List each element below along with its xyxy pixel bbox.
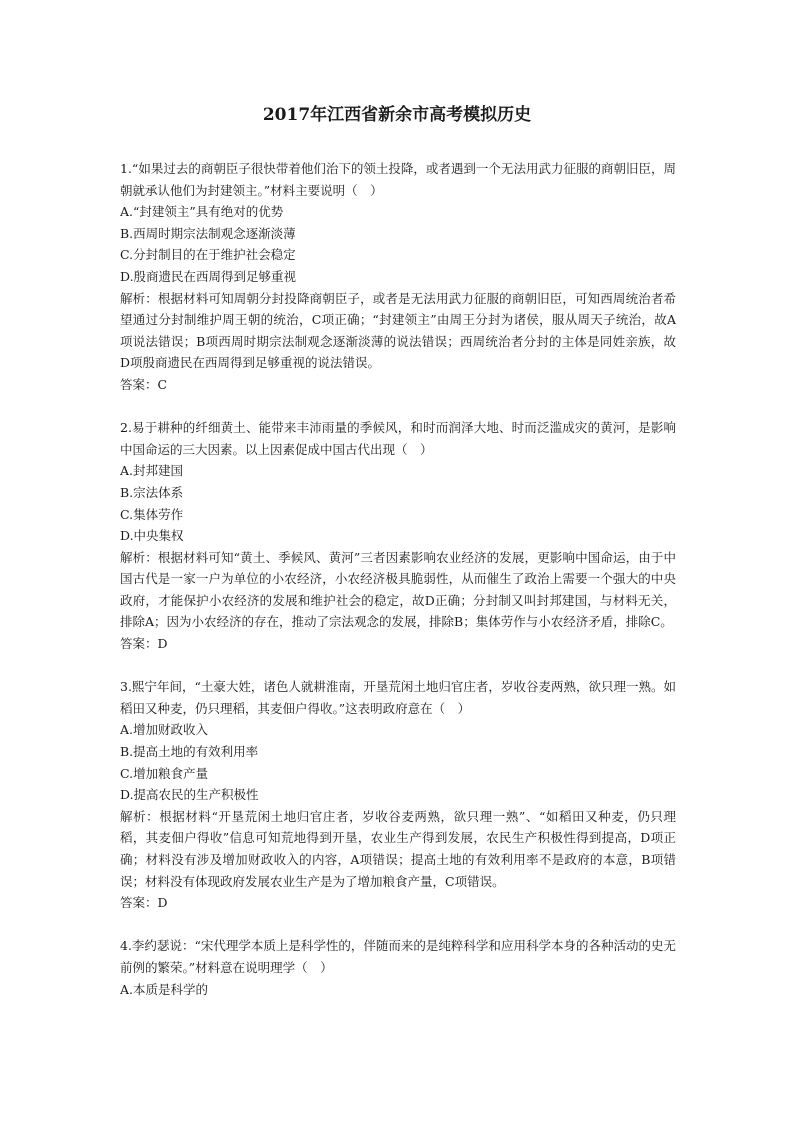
question-analysis: 解析：根据材料“开垦荒闲土地归官庄者，岁收谷麦两熟，欲只理一熟”、“如稻田又种麦，仍只理稻，其麦佃户得收”信息可知荒地得到开垦，农业生产得到发展，农民生产积极性得到提高，D项正确；材料没有涉及增加财政收入的内容，A项错误；提高土地的有效利用率不是政府的本意，B项错误；材料没有体现政府发展农业生产是为了增加粮食产量，C项错误。 — [120, 808, 676, 889]
option-c: C.集体劳作 — [120, 506, 184, 522]
option-d: D.提高农民的生产积极性 — [120, 787, 259, 803]
question-1 — [120, 158, 676, 396]
option-a: A.封邦建国 — [120, 463, 184, 479]
question-answer: 答案：D — [120, 636, 168, 652]
question-stem: 3.熙宁年间，“土豪大姓，诸色人就耕淮南，开垦荒闲土地归官庄者，岁收谷麦两熟，欲只理一熟。如稻田又种麦，仍只理稻，其麦佃户得收。”这表明政府意在（ ） — [120, 679, 676, 716]
option-c: C.增加粮食产量 — [120, 765, 209, 781]
question-stem: 1.“如果过去的商朝臣子很快带着他们治下的领土投降，或者遇到一个无法用武力征服的商朝旧臣，周朝就承认他们为封建领主。”材料主要说明（ ） — [120, 161, 676, 198]
option-c: C.分封制目的在于维护社会稳定 — [120, 247, 296, 263]
option-b: B.提高土地的有效利用率 — [120, 744, 259, 760]
option-b: B.宗法体系 — [120, 484, 184, 500]
question-analysis: 解析：根据材料可知周朝分封投降商朝臣子，或者是无法用武力征服的商朝旧臣，可知西周统治者希望通过分封制维护周王朝的统治，C项正确；“封建领主”由周王分封为诸侯，服从周天子统治，故A项说法错误；B项西周时期宗法制观念逐渐淡薄的说法错误；西周统治者分封的主体是同姓亲族，故D项殷商遗民在西周得到足够重视的说法错误。 — [120, 290, 676, 371]
option-d: D.殷商遗民在西周得到足够重视 — [120, 268, 297, 284]
option-b: B.西周时期宗法制观念逐渐淡薄 — [120, 225, 296, 241]
question-3 — [120, 676, 676, 914]
question-stem: 2.易于耕种的纤细黄土、能带来丰沛雨量的季候风，和时而润泽大地、时而泛滥成灾的黄河，是影响中国命运的三大因素。以上因素促成中国古代出现（ ） — [120, 420, 676, 457]
question-analysis: 解析：根据材料可知“黄土、季候风、黄河”三者因素影响农业经济的发展，更影响中国命运，由于中国古代是一家一户为单位的小农经济，小农经济极具脆弱性，从而催生了政治上需要一个强大的中央政府，才能保护小农经济的发展和维护社会的稳定，故D正确；分封制又叫封邦建国，与材料无关，排除A；因为小农经济的存在，推动了宗法观念的发展，排除B；集体劳作与小农经济矛盾，排除C。 — [120, 549, 676, 630]
document-body — [120, 158, 676, 1022]
page-title: 2017年江西省新余市高考模拟历史 — [262, 105, 532, 125]
question-stem: 4.李约瑟说：“宋代理学本质上是科学性的，伴随而来的是纯粹科学和应用科学本身的各种活动的史无前例的繁荣。”材料意在说明理学（ ） — [120, 938, 676, 975]
option-a: A.“封建领主”具有绝对的优势 — [120, 204, 284, 220]
question-answer: 答案：C — [120, 376, 168, 392]
option-a: A.本质是科学的 — [120, 981, 209, 997]
option-a: A.增加财政收入 — [120, 722, 209, 738]
question-2 — [120, 417, 676, 655]
question-answer: 答案：D — [120, 895, 168, 911]
option-d: D.中央集权 — [120, 528, 184, 544]
question-4 — [120, 935, 676, 1000]
